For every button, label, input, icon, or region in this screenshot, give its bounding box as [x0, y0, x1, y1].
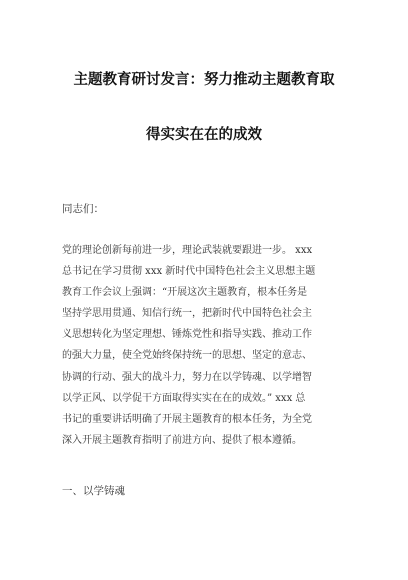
paragraph-line: 的强大力量，使全党始终保持统一的思想、坚定的意志、 — [62, 350, 312, 362]
paragraph-line: 深入开展主题教育指明了前进方向、提供了根本遵循。 — [62, 434, 302, 446]
document-title-line-2: 得实实在在的成效 — [146, 127, 262, 143]
paragraph-line: 教育工作会议上强调：“开展这次主题教育，根本任务是 — [62, 287, 308, 299]
body-paragraph — [62, 240, 352, 451]
paragraph-line: 以学正风、以学促干方面取得实实在在的成效。” xxx 总 — [62, 392, 306, 404]
paragraph-line: 坚持学思用贯通、知信行统一，把新时代中国特色社会主 — [62, 308, 312, 320]
document-title-line-1: 主题教育研讨发言：努力推动主题教育取 — [73, 72, 335, 88]
paragraph-line: 义思想转化为坚定理想、锤炼党性和指导实践、推动工作 — [62, 329, 312, 341]
paragraph-line: 总书记在学习贯彻 xxx 新时代中国特色社会主义思想主题 — [62, 266, 316, 278]
paragraph-line: 书记的重要讲话明确了开展主题教育的根本任务，为全党 — [62, 413, 312, 425]
greeting: 同志们： — [62, 203, 104, 215]
paragraph-line: 党的理论创新每前进一步，理论武装就要跟进一步。 xxx — [62, 245, 313, 256]
paragraph-line: 协调的行动、强大的战斗力，努力在以学铸魂、以学增智 — [62, 371, 312, 383]
section-heading: 一、以学铸魂 — [62, 485, 125, 497]
